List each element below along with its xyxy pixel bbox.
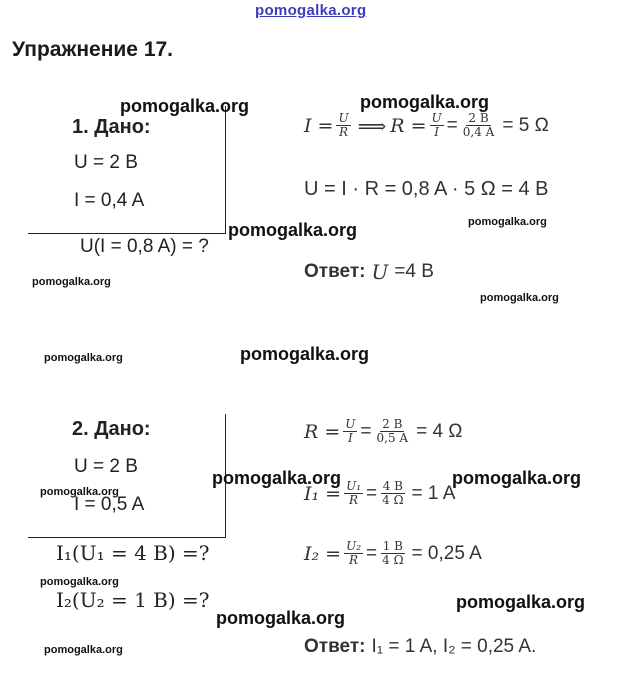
exercise-title: Упражнение 17. [12,38,174,61]
watermark: pomogalka.org [44,352,123,364]
p1-answer-label: Ответ: [304,261,366,282]
watermark: pomogalka.org [452,468,582,488]
watermark: pomogalka.org [32,276,111,288]
watermark: pomogalka.org [40,486,119,498]
p1-find: U(I = 0,8 A) = ? [80,236,209,257]
p2-given-heading: 2. Дано: [72,418,151,440]
p2-answer [304,636,536,658]
p2-eq1-frac2-num: 2 B [382,417,403,431]
p2-eq3-frac1-num: U₂ [346,539,362,553]
p1-given-divider-vertical [225,106,226,234]
watermark: pomogalka.org [216,608,346,628]
p1-equation-voltage: U = I · R = 0,8 A · 5 Ω = 4 B [304,178,549,200]
p1-eq1-result: = 5 Ω [502,114,549,136]
p1-eq1-frac1-num: U [338,111,349,125]
p2-eq3-frac2 [380,540,405,567]
watermark: pomogalka.org [360,92,490,112]
p1-eq1-frac2-num: U [431,111,442,125]
watermark: pomogalka.org [120,96,250,116]
p2-eq3-frac2-num: 1 B [382,539,403,553]
p2-eq2-result: = 1 A [411,482,456,504]
p1-eq1-frac3-den: 0,4 A [462,125,495,139]
watermark: pomogalka.org [44,644,123,656]
p2-eq1-result: = 4 Ω [416,420,463,442]
p1-eq1-r: R = [390,114,427,137]
p2-eq2-frac2 [380,480,405,507]
p2-find-2: I₂(U₂ = 1 B) =? [56,588,210,612]
p2-answer-text: I₁ = 1 A, I₂ = 0,25 A. [371,636,537,657]
p1-eq1-frac2 [430,112,444,139]
p1-given-current: I = 0,4 A [74,190,145,211]
p1-given-heading: 1. Дано: [72,116,151,138]
p2-eq2-lhs: I₁ = [304,482,342,505]
watermark: pomogalka.org [228,220,358,240]
p1-eq1-arrow: ⟹ [357,113,387,138]
p2-eq2-frac2-num: 4 B [382,479,403,493]
p1-eq1-lhs: I = [304,114,334,137]
watermark: pomogalka.org [480,292,559,304]
p2-given-current: I = 0,5 A [74,494,145,515]
p2-eq1-frac1-den: I [347,431,353,445]
p2-eq3-frac1-den: R [349,553,359,567]
p2-eq2-frac1-num: U₁ [346,479,362,493]
p2-equation-current-2 [304,540,482,567]
p2-eq2-equals: = [366,482,378,504]
p2-eq1-frac1-num: U [345,417,356,431]
p2-given-divider-horizontal [28,537,226,538]
p2-eq3-frac2-den: 4 Ω [382,553,404,567]
p1-eq1-frac1 [336,112,350,139]
p2-eq1-frac2-den: 0,5 A [376,431,409,445]
p1-eq1-frac3 [461,112,497,139]
p1-eq1-frac1-den: R [339,125,349,139]
watermark: pomogalka.org [456,592,586,612]
p1-eq1-equals: = [446,114,458,136]
p2-eq2-frac2-den: 4 Ω [382,493,404,507]
p1-eq1-frac2-den: I [434,125,439,139]
p1-given-voltage: U = 2 B [74,152,138,173]
p2-eq1-frac2 [375,418,411,445]
watermark: pomogalka.org [212,468,342,488]
p2-eq2-frac1 [344,480,363,507]
p1-given-divider-horizontal [28,233,226,234]
p2-eq3-equals: = [366,542,378,564]
p2-eq1-lhs: R = [304,420,341,443]
p2-given-voltage: U = 2 B [74,456,138,477]
p2-answer-label: Ответ: [304,636,366,657]
p2-eq1-frac1 [343,418,357,445]
p2-eq3-frac1 [344,540,363,567]
p2-find-1: I₁(U₁ = 4 B) =? [56,541,210,565]
watermark: pomogalka.org [240,344,370,364]
p1-answer-var: U [371,260,389,284]
p2-eq1-equals: = [360,420,372,442]
watermark: pomogalka.org [40,576,119,588]
p2-eq3-lhs: I₂ = [304,542,342,565]
p2-equation-resistance [304,418,463,445]
p2-eq3-result: = 0,25 A [411,542,482,564]
p1-eq1-frac3-num: 2 B [468,111,489,125]
p1-answer-value: =4 B [394,261,434,282]
watermark-link-top[interactable]: pomogalka.org [255,2,367,19]
watermark: pomogalka.org [468,216,547,228]
p1-equation-ohm [304,112,549,139]
p1-answer [304,260,434,284]
p2-eq2-frac1-den: R [349,493,359,507]
